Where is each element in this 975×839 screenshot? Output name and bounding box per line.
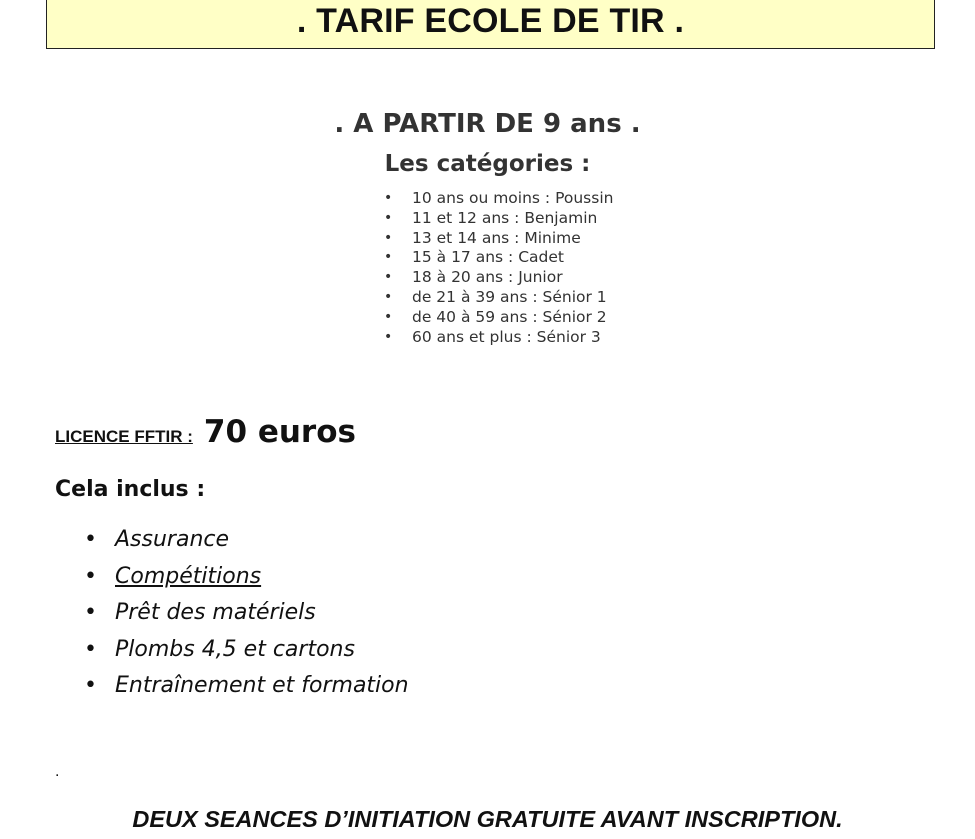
list-item bbox=[84, 595, 409, 632]
bullet-icon: • bbox=[384, 308, 393, 325]
category-text: 11 et 12 ans : Benjamin bbox=[412, 208, 598, 227]
bullet-icon: • bbox=[384, 328, 393, 345]
bullet-icon: • bbox=[84, 527, 97, 552]
list-item bbox=[384, 229, 613, 249]
list-item bbox=[384, 189, 613, 209]
list-item bbox=[384, 288, 613, 308]
include-text: Plombs 4,5 et cartons bbox=[115, 636, 355, 662]
includes-heading: Cela inclus : bbox=[55, 477, 206, 502]
list-item bbox=[84, 632, 409, 669]
bullet-icon: • bbox=[384, 190, 393, 206]
list-item bbox=[84, 559, 409, 596]
licence-price: 70 euros bbox=[203, 414, 356, 450]
page-title: . TARIF ECOLE DE TIR . bbox=[296, 2, 685, 40]
includes-list bbox=[84, 522, 409, 705]
list-item bbox=[384, 268, 613, 288]
category-text: 18 à 20 ans : Junior bbox=[412, 268, 563, 287]
list-item bbox=[84, 668, 409, 705]
list-item bbox=[384, 328, 613, 348]
bullet-icon: • bbox=[384, 288, 393, 305]
category-text: 60 ans et plus : Sénior 3 bbox=[412, 327, 601, 346]
category-text: 15 à 17 ans : Cadet bbox=[412, 248, 564, 267]
dot-mark: . bbox=[55, 763, 60, 780]
bullet-icon: • bbox=[84, 600, 97, 626]
licence-label: LICENCE FFTIR : bbox=[55, 427, 193, 446]
bullet-icon: • bbox=[84, 673, 97, 699]
bullet-icon: • bbox=[384, 269, 393, 286]
list-item bbox=[384, 308, 613, 328]
list-item bbox=[84, 522, 409, 559]
list-item bbox=[384, 248, 613, 268]
category-text: de 40 à 59 ans : Sénior 2 bbox=[412, 307, 607, 326]
bullet-icon: • bbox=[384, 209, 393, 226]
bullet-icon: • bbox=[84, 636, 97, 662]
bottom-note: DEUX SEANCES D’INITIATION GRATUITE AVANT INSCRIPTION. bbox=[132, 806, 843, 832]
category-text: 10 ans ou moins : Poussin bbox=[412, 189, 614, 207]
categories-heading: Les catégories : bbox=[384, 151, 591, 177]
bullet-icon: • bbox=[384, 249, 393, 266]
category-text: 13 et 14 ans : Minime bbox=[412, 228, 581, 247]
title-banner bbox=[46, 0, 935, 49]
age-heading: . A PARTIR DE 9 ans . bbox=[334, 109, 641, 139]
licence-row bbox=[55, 414, 356, 458]
include-text: Entraînement et formation bbox=[115, 673, 409, 699]
list-item bbox=[384, 209, 613, 229]
category-list bbox=[384, 189, 613, 347]
bullet-icon: • bbox=[384, 229, 393, 246]
bullet-icon: • bbox=[84, 563, 97, 589]
include-text: Assurance bbox=[115, 527, 230, 552]
include-text: Compétitions bbox=[115, 563, 262, 589]
include-text: Prêt des matériels bbox=[115, 600, 316, 626]
category-text: de 21 à 39 ans : Sénior 1 bbox=[412, 287, 607, 306]
